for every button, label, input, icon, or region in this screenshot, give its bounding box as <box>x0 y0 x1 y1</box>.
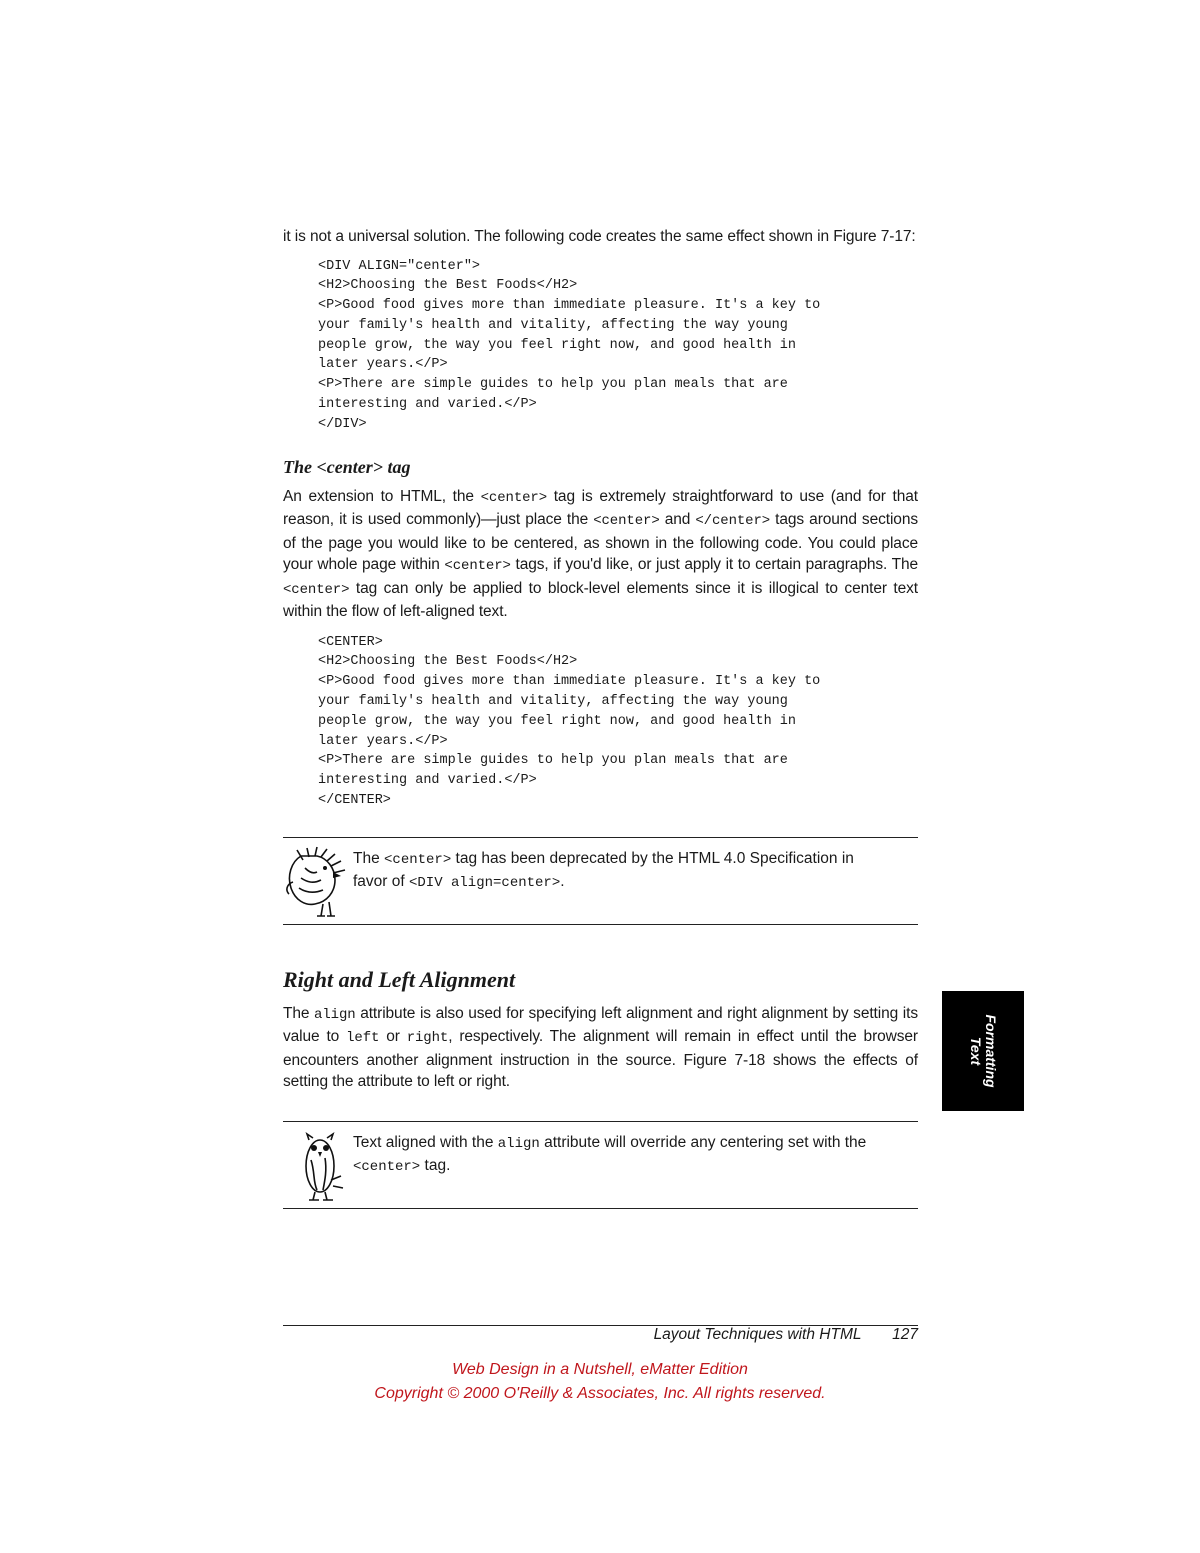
note-override <box>283 1121 918 1209</box>
intro-paragraph <box>283 226 918 248</box>
code-block-center: <CENTER> <H2>Choosing the Best Foods</H2> <P>Good food gives more than immediate pleasure. It's a key to your family's health and vitality, affecting the way young people grow, the way you feel right now, and good health in later years.</P> <P>There are simple guides to help you plan meals that are interesting and varied.</P> </CENTER> <box>318 634 821 809</box>
copyright-line: Copyright © 2000 O'Reilly & Associates, Inc. All rights reserved. <box>374 1385 826 1402</box>
center-tag-heading: The <center> tag <box>283 456 411 477</box>
center-tag-paragraph: An extension to HTML, the <center> tag is extremely straightforward to use (and for that reason, it is used commonly)—just place the <center> and </center> tags around sections of the page you would like to be centered, as shown in the following code. You could place your whole page within <center> tags, if you'd like, or just apply it to certain paragraphs. The <center> tag can only be applied to block-level elements since it is illogical to center text within the flow of left-aligned text. <box>283 487 918 621</box>
code-block-div: <DIV ALIGN="center"> <H2>Choosing the Best Foods</H2> <P>Good food gives more than immediate pleasure. It's a key to your family's health and vitality, affecting the way young people grow, the way you feel right now, and good health in later years.</P> <P>There are simple guides to help you plan meals that are interesting and varied.</P> </DIV> <box>318 258 821 432</box>
intro-text: it is not a universal solution. The following code creates the same effect shown in Figure 7-17: <box>283 228 916 245</box>
note-override-text: Text aligned with the align attribute will override any centering set with the <center> tag. <box>353 1133 867 1176</box>
page-body <box>283 226 918 1209</box>
page-number: 127 <box>892 1326 918 1343</box>
chapter-thumb-tab <box>942 991 1024 1111</box>
alignment-heading: Right and Left Alignment <box>283 966 516 992</box>
note-deprecated-text: The <center> tag has been deprecated by the HTML 4.0 Specification in favor of <DIV align=center>. <box>353 849 854 892</box>
owl-icon <box>295 1132 345 1204</box>
edition-line: Web Design in a Nutshell, eMatter Edition <box>452 1361 748 1378</box>
running-head: Layout Techniques with HTML <box>653 1326 862 1343</box>
chapter-thumb-label: Formatting Text <box>968 1014 999 1088</box>
running-footer <box>654 1326 918 1344</box>
note-deprecated <box>283 837 918 925</box>
turkey-icon <box>283 846 351 920</box>
alignment-paragraph: The align attribute is also used for specifying left alignment and right alignment by setting its value to left or right, respectively. The alignment will remain in effect until the browser encounters another alignment instruction in the source. Figure 7-18 shows the effects of setting the attribute to left or right. <box>283 1004 918 1091</box>
